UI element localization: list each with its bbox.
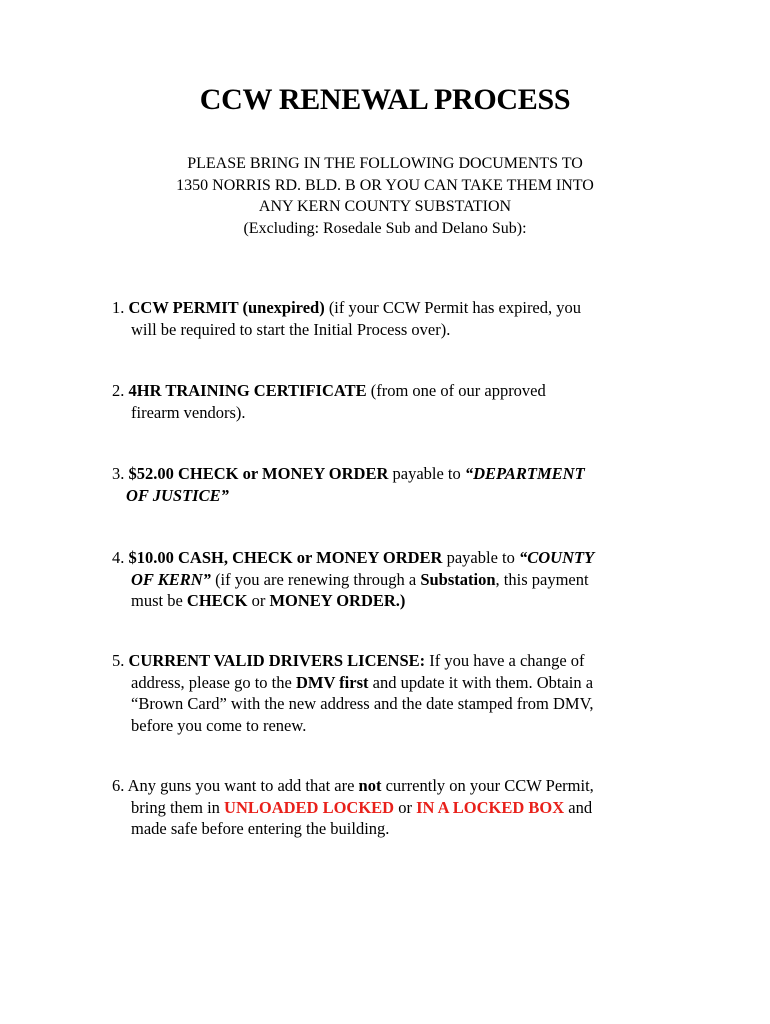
- item-text: (if you are renewing through a: [210, 569, 421, 589]
- item-line: [112, 380, 672, 402]
- item-emphasis: MONEY ORDER.): [269, 591, 406, 610]
- item-text: Any guns you want to add that are: [127, 776, 359, 795]
- item-emphasis: DMV first: [295, 672, 369, 692]
- item-line: [112, 463, 672, 485]
- intro-line-1: PLEASE BRING IN THE FOLLOWING DOCUMENTS TO: [187, 155, 583, 172]
- item-text: or: [394, 797, 417, 817]
- page-title: CCW RENEWAL PROCESS: [199, 83, 571, 116]
- item-emphasis: Substation: [420, 569, 496, 589]
- list-item-ccw-permit: [112, 297, 672, 340]
- item-heading: CURRENT VALID DRIVERS LICENSE:: [128, 651, 426, 670]
- intro-line-2: 1350 NORRIS RD. BLD. B OR YOU CAN TAKE THEM INTO: [176, 176, 594, 194]
- item-line: [112, 797, 672, 819]
- item-line: [112, 402, 672, 424]
- item-heading: 4HR TRAINING CERTIFICATE: [128, 381, 367, 400]
- item-number: 1.: [112, 298, 129, 317]
- intro-line-3: ANY KERN COUNTY SUBSTATION: [258, 198, 512, 215]
- item-text: and update it with them. Obtain a: [368, 672, 594, 692]
- item-emphasis: CHECK: [186, 591, 248, 610]
- item-number: 2.: [112, 381, 129, 400]
- item-text: address, please go to the: [131, 672, 296, 692]
- item-text: “Brown Card” with the new address and the date stamped from DMV,: [131, 694, 594, 713]
- intro-block: [0, 153, 770, 239]
- item-text: If you have a change of: [425, 651, 585, 670]
- item-text: bring them in: [131, 797, 225, 817]
- item-line: [112, 818, 672, 840]
- list-item-drivers-license: [112, 650, 672, 736]
- item-line: [112, 650, 672, 672]
- item-text: or: [247, 591, 270, 610]
- item-line: [112, 547, 672, 569]
- item-text: (if your CCW Permit has expired, you: [324, 298, 582, 317]
- item-text: will be required to start the Initial Process over).: [131, 319, 451, 339]
- item-heading: $52.00 CHECK or MONEY ORDER: [128, 464, 389, 483]
- warning-text: IN A LOCKED BOX: [416, 797, 565, 817]
- list-item-guns: [112, 775, 672, 840]
- item-emphasis: not: [358, 776, 382, 795]
- item-heading: CCW PERMIT (unexpired): [128, 298, 325, 317]
- item-text: made safe before entering the building.: [131, 819, 390, 838]
- item-line: [112, 715, 672, 737]
- payee-name: “DEPARTMENT: [464, 464, 585, 483]
- item-text: before you come to renew.: [131, 715, 307, 735]
- item-line: [112, 569, 672, 591]
- item-line: [112, 775, 672, 797]
- item-line: [112, 485, 672, 507]
- warning-text: UNLOADED LOCKED: [224, 797, 395, 817]
- list-item-county-payment: [112, 547, 672, 612]
- item-text: payable to: [442, 548, 519, 567]
- item-text: must be: [131, 591, 187, 610]
- item-line: [112, 590, 672, 612]
- item-number: 6.: [112, 776, 128, 795]
- list-item-training-certificate: [112, 380, 672, 423]
- item-line: [112, 693, 672, 715]
- item-text: (from one of our approved: [366, 381, 546, 400]
- item-text: and: [564, 797, 593, 817]
- item-line: [112, 672, 672, 694]
- item-number: 3.: [112, 464, 129, 483]
- intro-line-4: (Excluding: Rosedale Sub and Delano Sub):: [243, 219, 527, 237]
- payee-name: “COUNTY: [518, 548, 595, 567]
- list-item-doj-payment: [112, 463, 672, 506]
- item-heading: $10.00 CASH, CHECK or MONEY ORDER: [128, 548, 443, 567]
- item-text: firearm vendors).: [131, 402, 246, 422]
- item-number: 4.: [112, 548, 129, 567]
- item-text: , this payment: [495, 569, 589, 589]
- item-number: 5.: [112, 651, 129, 670]
- item-line: [112, 319, 672, 341]
- payee-name: OF JUSTICE”: [126, 485, 229, 505]
- payee-name: OF KERN”: [131, 569, 211, 589]
- item-text: payable to: [388, 464, 465, 483]
- item-line: [112, 297, 672, 319]
- item-text: currently on your CCW Permit,: [381, 776, 594, 795]
